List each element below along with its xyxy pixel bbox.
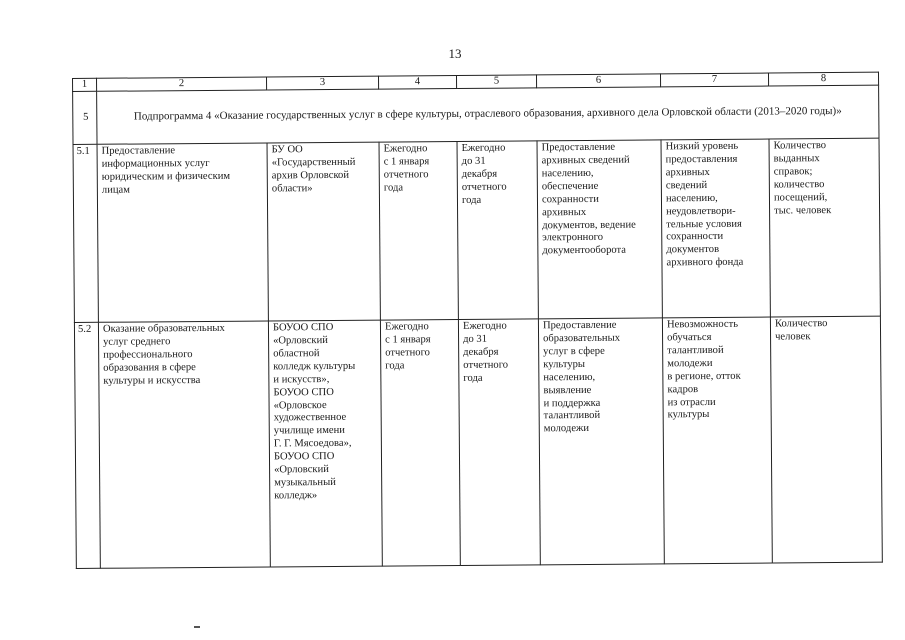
subprogram-row bbox=[73, 85, 879, 144]
page-number: 13 bbox=[448, 46, 462, 61]
problem-description: Невозможность обучаться талантливой молодежи в регионе, отток кадров из отрасли культуры bbox=[662, 317, 772, 564]
column-number: 5 bbox=[456, 75, 536, 89]
column-number: 8 bbox=[768, 72, 878, 86]
subprogram-title: Подпрограмма 4 «Оказание государственных услуг в сфере культуры, отраслевого образования, архивного дела Орловской области (2013–2020 годы)» bbox=[97, 85, 879, 144]
service-provider: БУ ОО «Государственный архив Орловской области» bbox=[267, 142, 380, 321]
row-number: 5.2 bbox=[74, 322, 100, 568]
column-number: 1 bbox=[73, 78, 97, 91]
start-date: Ежегодно с 1 января отчетного года bbox=[380, 319, 460, 566]
indicator: Количество выданных справок; количество посещений, тыс. человек bbox=[769, 138, 880, 317]
end-date: Ежегодно до 31 декабря отчетного года bbox=[458, 319, 540, 566]
column-number: 7 bbox=[660, 73, 768, 87]
row-number: 5.1 bbox=[73, 144, 98, 322]
scan-artifact bbox=[194, 626, 200, 628]
table-row bbox=[73, 138, 880, 322]
column-number: 2 bbox=[97, 77, 267, 91]
indicator: Количество человек bbox=[770, 316, 882, 563]
start-date: Ежегодно с 1 января отчетного года bbox=[379, 141, 458, 320]
problem-description: Низкий уровень предоставления архивных сведений населению, неудовлетвори- тельные условия сохранности документов архивного фонда bbox=[661, 139, 770, 318]
service-goal: Предоставление архивных сведений населению, обеспечение сохранности архивных документов, ведение электронного документооборота bbox=[537, 140, 662, 319]
services-table bbox=[72, 72, 883, 569]
column-number: 3 bbox=[266, 76, 378, 90]
service-provider: БОУОО СПО «Орловский областной колледж культуры и искусств», БОУОО СПО «Орловское художественное училище имени Г. Г. Мясоедова», БОУОО СПО «Орловский музыкальный колледж» bbox=[268, 320, 382, 567]
service-name: Оказание образовательных услуг среднего профессионального образования в сфере культуры и искусства bbox=[98, 321, 270, 568]
subprogram-number: 5 bbox=[73, 91, 97, 144]
end-date: Ежегодно до 31 декабря отчетного года bbox=[457, 141, 538, 320]
table-row bbox=[74, 316, 882, 568]
column-number: 6 bbox=[536, 74, 660, 88]
column-number: 4 bbox=[378, 75, 456, 89]
service-name: Предоставление информационных услуг юридическим и физическим лицам bbox=[97, 143, 268, 322]
service-goal: Предоставление образовательных услуг в сфере культуры населению, выявление и поддержка талантливой молодежи bbox=[538, 318, 664, 565]
